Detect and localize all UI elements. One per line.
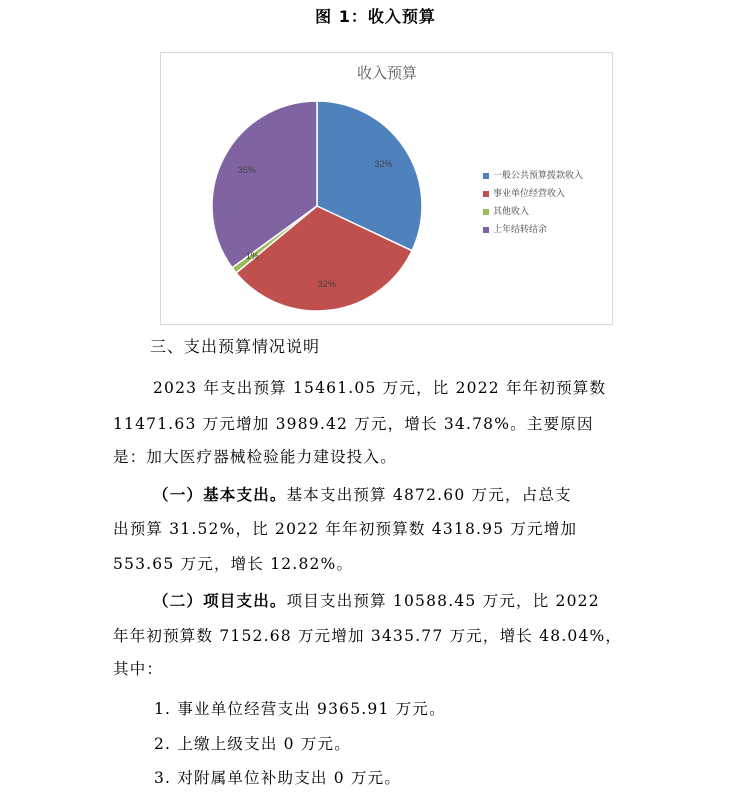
legend-label: 其他收入 [493,207,530,217]
basic-expense-line2: 出预算 31.52%，比 2022 年年初预算数 4318.95 万元增加 [113,520,578,538]
pie-slice-label: 32% [317,279,336,290]
legend-label: 事业单位经营收入 [493,189,566,199]
project-expense-line1 [113,583,673,619]
pie-slice-label: 32% [374,158,393,169]
paragraph-summary-line3: 是：加大医疗器械检验能力建设投入。 [113,448,397,466]
legend-swatch [483,227,489,233]
list-item: 3. 对附属单位补助支出 0 万元。 [154,769,402,787]
paragraph-summary-line1: 2023 年支出预算 15461.05 万元，比 2022 年年初预算数 [153,379,607,397]
legend-item [483,185,583,203]
project-expense-text: 项目支出预算 10588.45 万元，比 2022 [286,592,600,610]
project-expense-line2: 年年初预算数 7152.68 万元增加 3435.77 万元，增长 48.04%， [113,627,623,645]
basic-expense-line3: 553.65 万元，增长 12.82%。 [113,555,354,573]
pie-chart-container [160,52,613,325]
legend-label: 一般公共预算拨款收入 [493,171,584,181]
basic-expense-label: （一）基本支出。 [153,486,287,504]
pie-slice-label: 35% [237,165,256,176]
paragraph-summary-line2: 11471.63 万元增加 3989.42 万元，增长 34.78%。主要原因 [113,415,594,433]
legend-swatch [483,209,489,215]
legend-item [483,203,583,221]
basic-expense-text: 基本支出预算 4872.60 万元，占总支 [286,486,572,504]
project-expense-label: （二）项目支出。 [153,592,287,610]
legend-label: 上年结转结余 [493,225,548,235]
section-heading: 三、支出预算情况说明 [150,337,321,356]
list-item: 1. 事业单位经营支出 9365.91 万元。 [154,700,446,718]
list-item: 2. 上缴上级支出 0 万元。 [154,735,351,753]
chart-title: 收入预算 [356,65,418,82]
legend-item [483,167,583,185]
basic-expense-line1 [113,477,673,513]
pie-slice-label: 1% [245,251,259,262]
legend-swatch [483,191,489,197]
project-expense-line3: 其中： [113,660,164,678]
legend-swatch [483,173,489,179]
figure-title: 图 1：收入预算 [315,7,436,26]
chart-legend [483,167,583,239]
legend-item [483,221,583,239]
